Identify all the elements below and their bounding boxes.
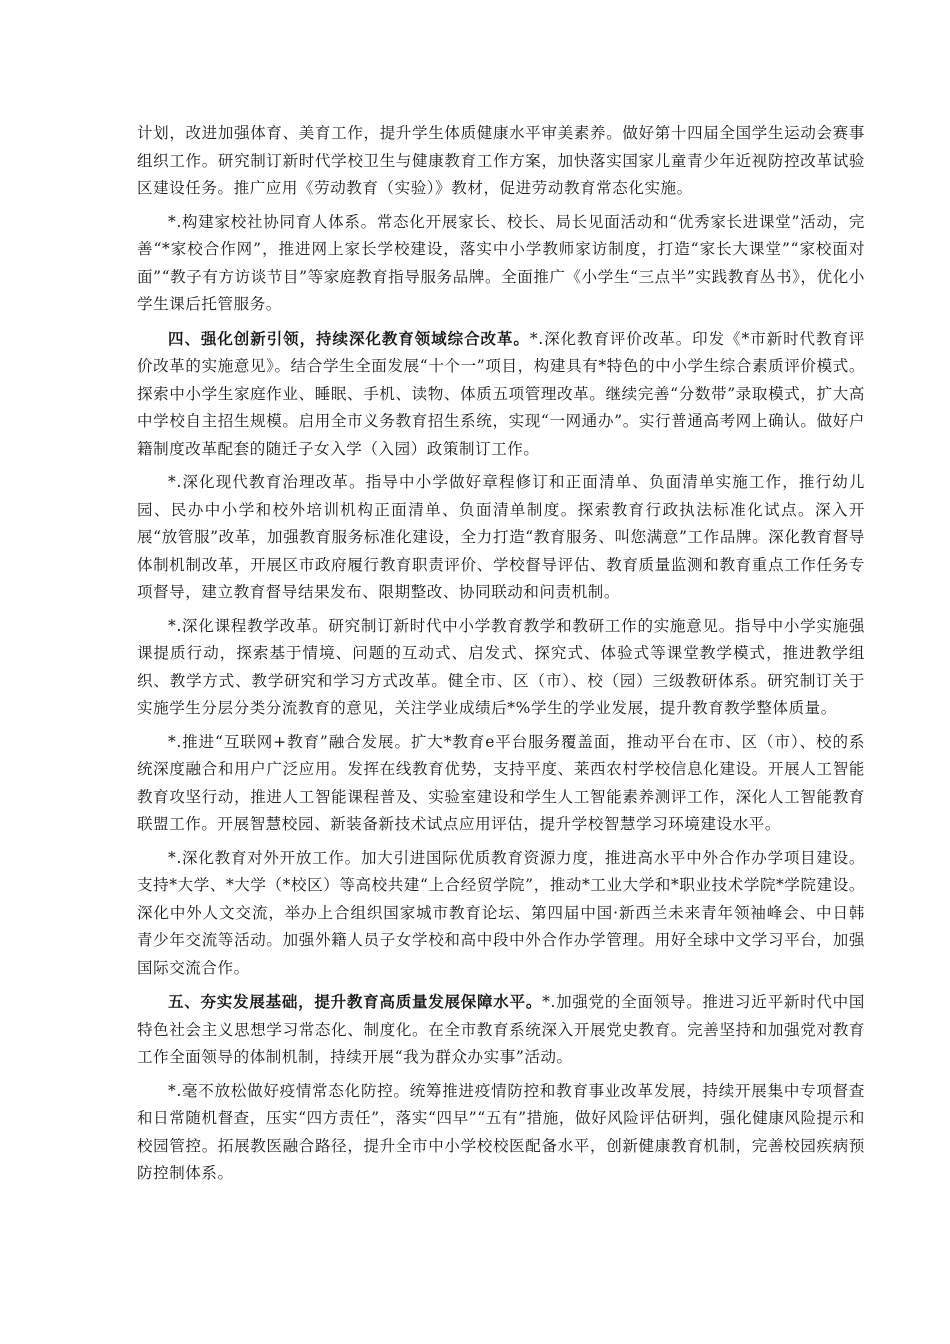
paragraph-2 <box>137 209 865 319</box>
paragraph-text: *.加强党的全面领导。推进习近平新时代中国特色社会主义思想学习常态化、制度化。在全市教育系统深入开展党史教育。完善坚持和加强党对教育工作全面领导的体制机制，持续开展“我为群众办实事”活动。 <box>137 993 865 1066</box>
paragraph-text: *.毫不放松做好疫情常态化防控。统筹推进疫情防控和教育事业改革发展，持续开展集中专项督查和日常随机督查，压实“四方责任”，落实“四早”“五有”措施，做好风险评估研判，强化健康风险提示和校园管控。拓展教医融合路径，提升全市中小学校校医配备水平，创新健康教育机制，完善校园疾病预防控制体系。 <box>137 1081 865 1182</box>
paragraph-7 <box>137 845 865 983</box>
paragraph-8 <box>137 988 865 1072</box>
paragraph-text: *.构建家校社协同育人体系。常态化开展家长、校长、局长见面活动和“优秀家长进课堂”活动，完善“*家校合作网”，推进网上家长学校建设，落实中小学教师家访制度，打造“家长大课堂”“家校面对面”“教子有方访谈节目”等家庭教育指导服务品牌。全面推广《小学生“三点半”实践教育丛书》，优化小学生课后托管服务。 <box>137 212 865 313</box>
paragraph-text: *.推进“互联网+教育”融合发展。扩大*教育e平台服务覆盖面，推动平台在市、区（市）、校的系统深度融合和用户广泛应用。发挥在线教育优势，支持平度、莱西农村学校信息化建设。开展人工智能教育攻坚行动，推进人工智能课程普及、实验室建设和学生人工智能素养测评工作，深化人工智能教育联盟工作。开展智慧校园、新装备新技术试点应用评估，提升学校智慧学习环境建设水平。 <box>137 732 865 833</box>
paragraph-6 <box>137 729 865 839</box>
paragraph-text: *.深化教育评价改革。印发《*市新时代教育评价改革的实施意见》。结合学生全面发展“十个一”项目，构建具有*特色的中小学生综合素质评价模式。探索中小学生家庭作业、睡眠、手机、读物、体质五项管理改革。继续完善“分数带”录取模式，扩大高中学校自主招生规模。启用全市义务教育招生系统，实现“一网通办”。实行普通高考网上确认。做好户籍制度改革配套的随迁子女入学（入园）政策制订工作。 <box>137 329 865 458</box>
paragraph-text: *.深化现代教育治理改革。指导中小学做好章程修订和正面清单、负面清单实施工作，推行幼儿园、民办中小学和校外培训机构正面清单、负面清单制度。探索教育行政执法标准化试点。深入开展“放管服”改革，加强教育服务标准化建设，全力打造“教育服务、叫您满意”工作品牌。深化教育督导体制机制改革，开展区市政府履行教育职责评价、学校督导评估、教育质量监测和教育重点工作任务专项督导，建立教育督导结果发布、限期整改、协同联动和问责机制。 <box>137 473 865 601</box>
paragraph-9 <box>137 1078 865 1188</box>
paragraph-3 <box>137 325 865 464</box>
paragraph-1 <box>137 120 865 203</box>
paragraph-text: *.深化教育对外开放工作。加大引进国际优质教育资源力度，推进高水平中外合作办学项目建设。支持*大学、*大学（*校区）等高校共建“上合经贸学院”，推动*工业大学和*职业技术学院*学院建设。深化中外人文交流，举办上合组织国家城市教育论坛、第四届中国·新西兰未来青年领袖峰会、中日韩青少年交流等活动。加强外籍人员子女学校和高中段中外合作办学管理。用好全球中文学习平台，加强国际交流合作。 <box>137 848 865 977</box>
section-heading-4: 四、强化创新引领，持续深化教育领域综合改革。 <box>168 328 530 348</box>
paragraph-5 <box>137 613 865 723</box>
paragraph-text: 计划，改进加强体育、美育工作，提升学生体质健康水平审美素养。做好第十四届全国学生运动会赛事组织工作。研究制订新时代学校卫生与健康教育工作方案，加快落实国家儿童青少年近视防控改革试验区建设任务。推广应用《劳动教育（实验）》教材，促进劳动教育常态化实施。 <box>137 124 865 197</box>
paragraph-text: *.深化课程教学改革。研究制订新时代中小学教育教学和教研工作的实施意见。指导中小学实施强课提质行动，探索基于情境、问题的互动式、启发式、探究式、体验式等课堂教学模式，推进教学组织、教学方式、教学研究和学习方式改革。健全市、区（市）、校（园）三级教研体系。研究制订关于实施学生分层分类分流教育的意见，关注学业成绩后*%学生的学业发展，提升教育教学整体质量。 <box>137 616 865 717</box>
section-heading-5: 五、夯实发展基础，提升教育高质量发展保障水平。 <box>168 992 543 1011</box>
document-body <box>137 120 865 1194</box>
paragraph-4 <box>137 469 865 607</box>
